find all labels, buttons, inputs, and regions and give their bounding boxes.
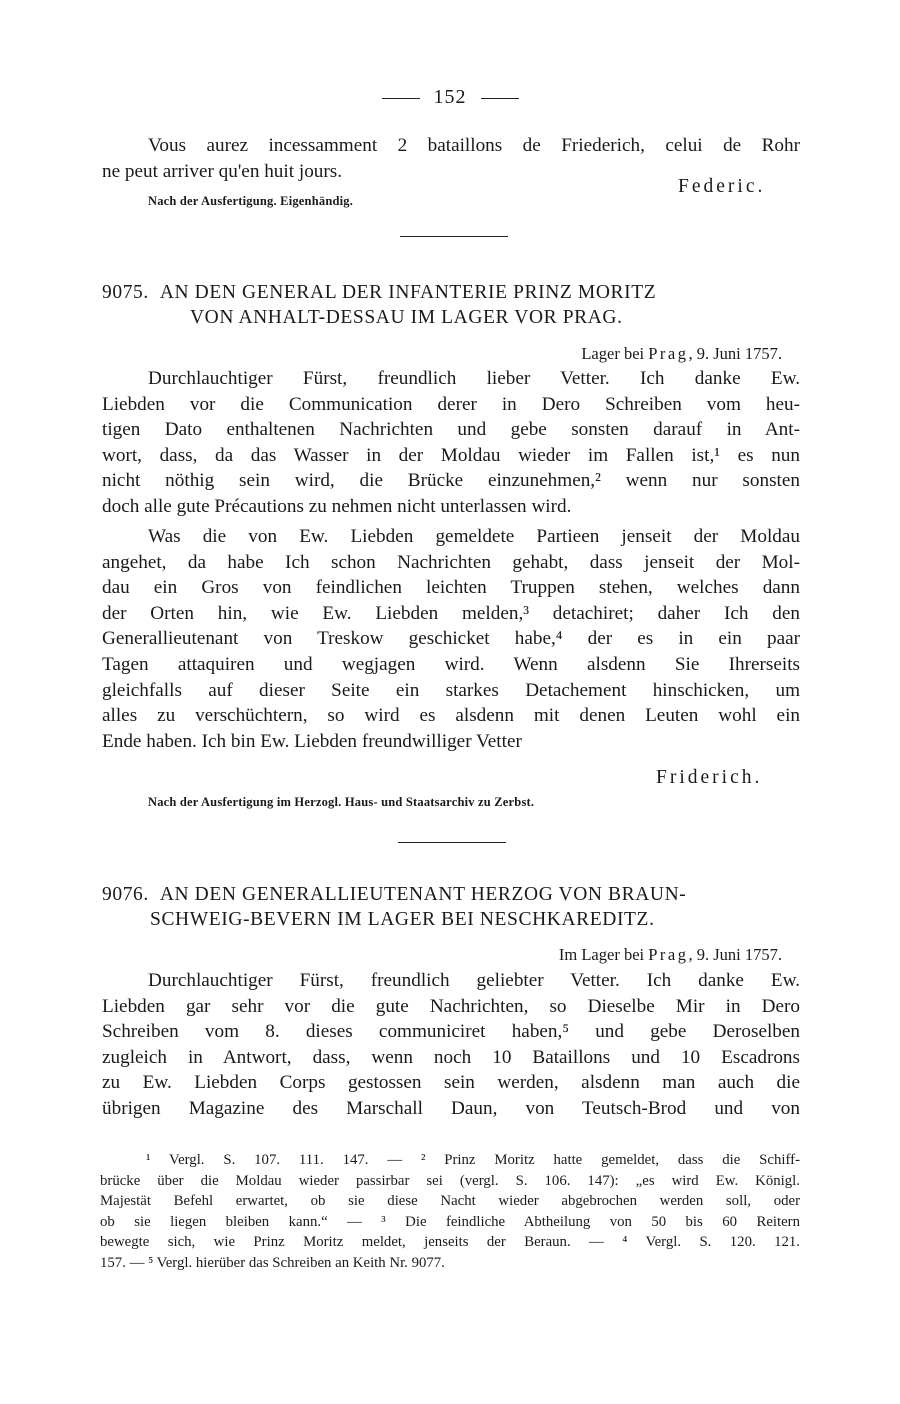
top-letter-source-note: Nach der Ausfertigung. Eigenhändig. xyxy=(148,194,354,208)
heading-line-1: AN DEN GENERAL DER INFANTERIE PRINZ MORITZ xyxy=(159,282,657,303)
letter-9075-source-note: Nach der Ausfertigung im Herzogl. Haus- und Staatsarchiv zu Zerbst. xyxy=(148,795,535,809)
paragraph-line: tigen Dato enthaltenen Nachrichten und gebe sonsten darauf in Ant- xyxy=(102,419,800,441)
heading-line-1: AN DEN GENERALLIEUTENANT HERZOG VON BRAUN- xyxy=(159,884,687,905)
section-divider xyxy=(398,842,506,843)
paragraph-line: gleichfalls auf dieser Seite ein starkes Detachement hinschicken, um xyxy=(102,679,800,701)
letter-9075-paragraph-2 xyxy=(102,524,800,754)
paragraph-line: Durchlauchtiger Fürst, freundlich geliebter Vetter. Ich danke Ew. xyxy=(148,970,800,991)
page-number: 152 xyxy=(433,86,467,108)
header-rule-left xyxy=(382,98,420,99)
heading-line-2: SCHWEIG-BEVERN IM LAGER BEI NESCHKAREDITZ. xyxy=(150,909,655,930)
letter-number: 9076. xyxy=(102,884,149,905)
paragraph-line: alles zu verschüchtern, so wird es alsdenn mit denen Leuten wohl ein xyxy=(102,705,800,727)
footnotes xyxy=(100,1150,800,1273)
top-letter-line: ne peut arriver qu'en huit jours. xyxy=(102,160,343,182)
paragraph-line: dau ein Gros von feindlichen leichten Truppen stehen, welches dann xyxy=(102,577,800,599)
letter-9075-dateline: Lager bei Prag, 9. Juni 1757. xyxy=(581,344,782,363)
paragraph-line: zugleich in Antwort, dass, wenn noch 10 Bataillons und 10 Escadrons xyxy=(102,1046,800,1068)
letter-9075-signature: Friderich. xyxy=(656,767,763,788)
paragraph-line: der Orten hin, wie Ew. Liebden melden,³ detachiret; daher Ich den xyxy=(102,602,800,624)
footnote-line: ob sie liegen bleiben kann.“ — ³ Die feindliche Abtheilung von 50 bis 60 Reitern xyxy=(100,1213,800,1230)
letter-9075-paragraph-1 xyxy=(102,366,800,520)
paragraph-line: Was die von Ew. Liebden gemeldete Partieen jenseit der Moldau xyxy=(148,526,800,547)
paragraph-line: Liebden gar sehr vor die gute Nachrichten, so Dieselbe Mir in Dero xyxy=(102,995,800,1017)
paragraph-line: Ende haben. Ich bin Ew. Liebden freundwilliger Vetter xyxy=(102,730,522,752)
header-rule-right xyxy=(481,98,519,99)
paragraph-line: Liebden vor die Communication derer in Dero Schreiben vom heu- xyxy=(102,393,800,415)
paragraph-line: übrigen Magazine des Marschall Daun, von Teutsch-Brod und von xyxy=(102,1097,800,1119)
section-divider xyxy=(400,236,508,237)
top-letter-line: Vous aurez incessamment 2 bataillons de Friederich, celui de Rohr xyxy=(148,135,800,156)
page-header xyxy=(0,86,900,109)
letter-9076-heading xyxy=(102,884,686,906)
paragraph-line: angehet, da habe Ich schon Nachrichten gehabt, dass jenseit der Mol- xyxy=(102,551,800,573)
letter-number: 9075. xyxy=(102,282,149,303)
paragraph-line: wort, dass, da das Wasser in der Moldau wieder im Fallen ist,¹ es nun xyxy=(102,444,800,466)
paragraph-line: doch alle gute Précautions zu nehmen nicht unterlassen wird. xyxy=(102,495,572,517)
dateline-place: Prag xyxy=(648,945,689,964)
paragraph-line: Generallieutenant von Treskow geschicket habe,⁴ der es in ein paar xyxy=(102,628,800,650)
paragraph-line: Tagen attaquiren und wegjagen wird. Wenn alsdenn Sie Ihrerseits xyxy=(102,653,800,675)
paragraph-line: zu Ew. Liebden Corps gestossen sein werden, alsdenn man auch die xyxy=(102,1072,800,1094)
footnote-line: ¹ Vergl. S. 107. 111. 147. — ² Prinz Moritz hatte gemeldet, dass die Schiff- xyxy=(146,1152,800,1168)
letter-9076-dateline: Im Lager bei Prag, 9. Juni 1757. xyxy=(558,945,782,964)
paragraph-line: Durchlauchtiger Fürst, freundlich lieber Vetter. Ich danke Ew. xyxy=(148,368,800,389)
footnote-line: Majestät Befehl erwartet, ob sie diese Nacht wieder abgebrochen werden soll, oder xyxy=(100,1193,800,1209)
footnote-line: brücke über die Moldau wieder passirbar sei (vergl. S. 106. 147): „es wird Ew. Königl. xyxy=(100,1172,800,1189)
letter-9075-heading xyxy=(102,282,656,304)
letter-9076-paragraph-1 xyxy=(102,968,800,1122)
paragraph-line: Schreiben vom 8. dieses communiciret haben,⁵ und gebe Deroselben xyxy=(102,1021,800,1043)
paragraph-line: nicht nöthig sein wird, die Brücke einzunehmen,² wenn nur sonsten xyxy=(102,470,800,492)
footnote-line: bewegte sich, wie Prinz Moritz meldet, jenseits der Beraun. — ⁴ Vergl. S. 120. 121. xyxy=(100,1234,800,1250)
heading-line-2: VON ANHALT-DESSAU IM LAGER VOR PRAG. xyxy=(190,307,623,328)
footnote-line: 157. — ⁵ Vergl. hierüber das Schreiben an Keith Nr. 9077. xyxy=(100,1254,445,1271)
top-letter-signature: Federic. xyxy=(678,176,766,197)
dateline-place: Prag xyxy=(648,344,689,363)
